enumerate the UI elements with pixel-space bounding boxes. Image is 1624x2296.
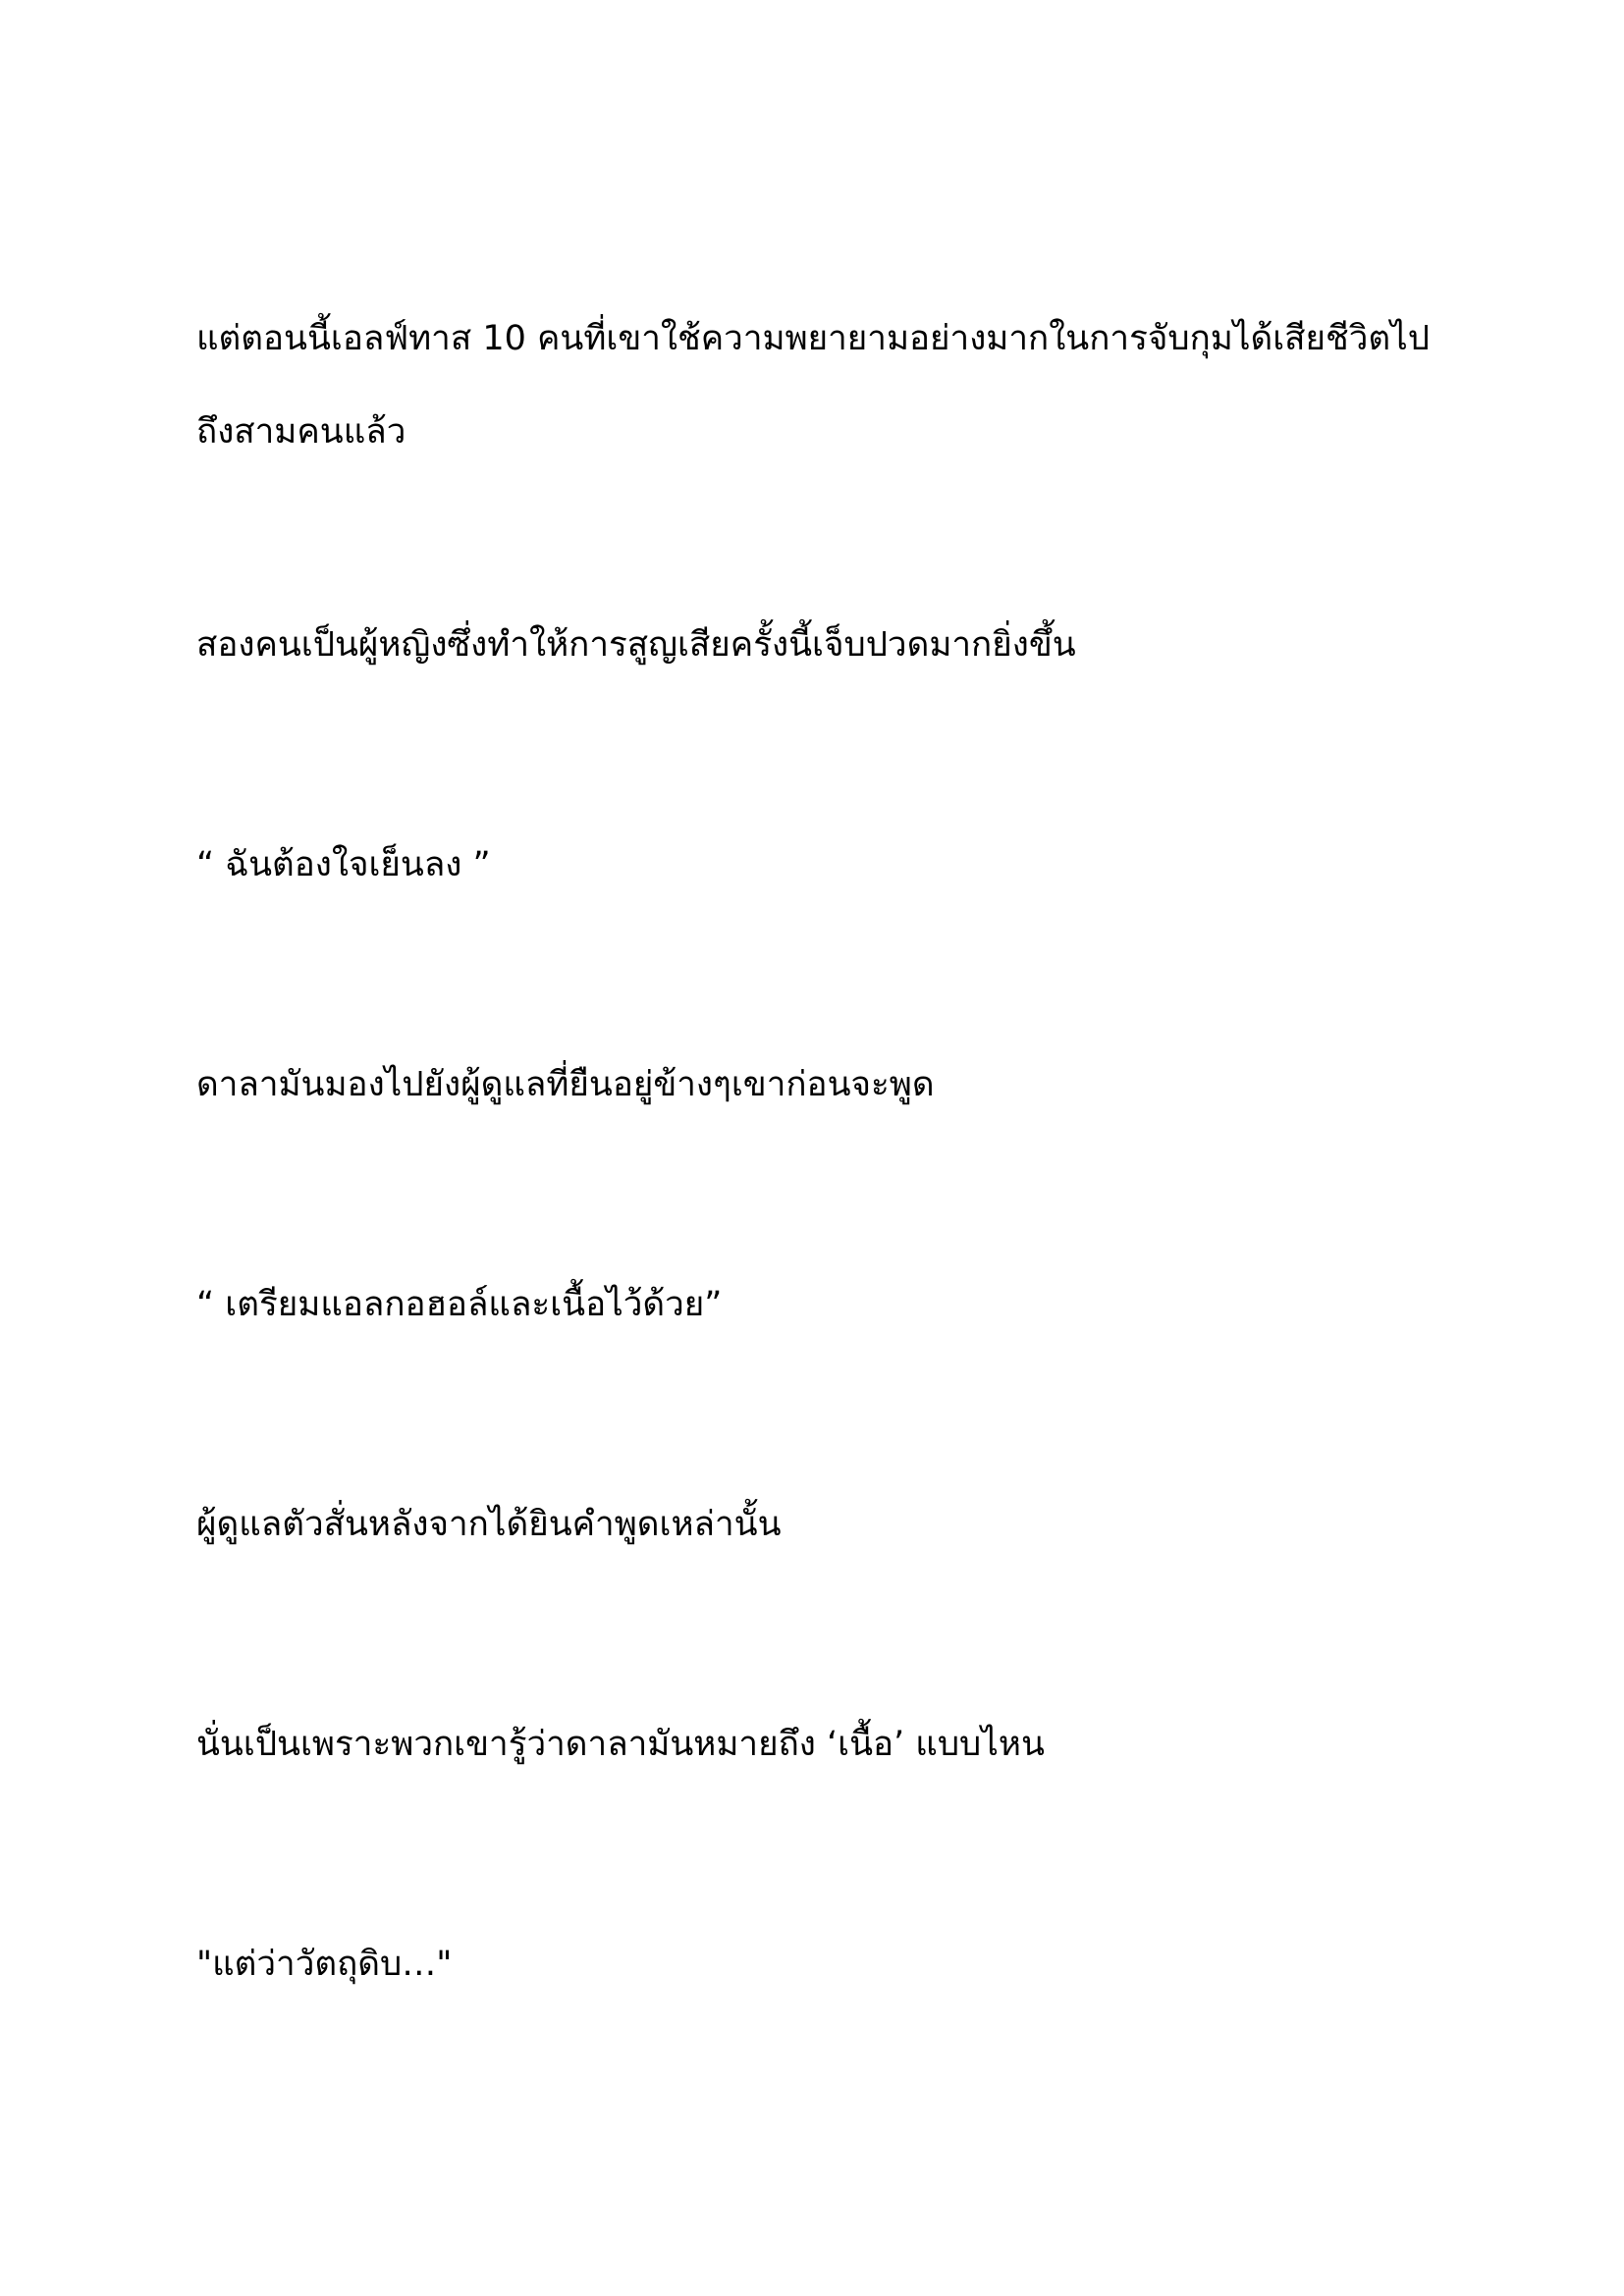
paragraph-6: ผู้ดูแลตัวสั่นหลังจากได้ยินคำพูดเหล่านั้น <box>196 1505 782 1544</box>
paragraph-8-dialogue: "แต่ว่าวัตถุดิบ…" <box>196 1945 453 1984</box>
paragraph-4: ดาลามันมองไปยังผู้ดูแลที่ยืนอยู่ข้างๆเขาก่อนจะพูด <box>196 1065 935 1104</box>
paragraph-2: สองคนเป็นผู้หญิงซึ่งทำให้การสูญเสียครั้งนี้เจ็บปวดมากยิ่งขึ้น <box>196 625 1076 665</box>
paragraph-5-dialogue: “ เตรียมแอลกอฮอล์และเนื้อไว้ด้วย” <box>196 1285 723 1324</box>
paragraph-1: แต่ตอนนี้เอลฟ์ทาส 10 คนที่เขาใช้ความพยายามอย่างมากในการจับกุมได้เสียชีวิตไปถึงสามคนแล้ว <box>196 319 1430 452</box>
paragraph-3-dialogue: “ ฉันต้องใจเย็นลง ” <box>196 845 491 884</box>
paragraph-7: นั่นเป็นเพราะพวกเขารู้ว่าดาลามันหมายถึง ‘เนื้อ’ แบบไหน <box>196 1725 1045 1764</box>
